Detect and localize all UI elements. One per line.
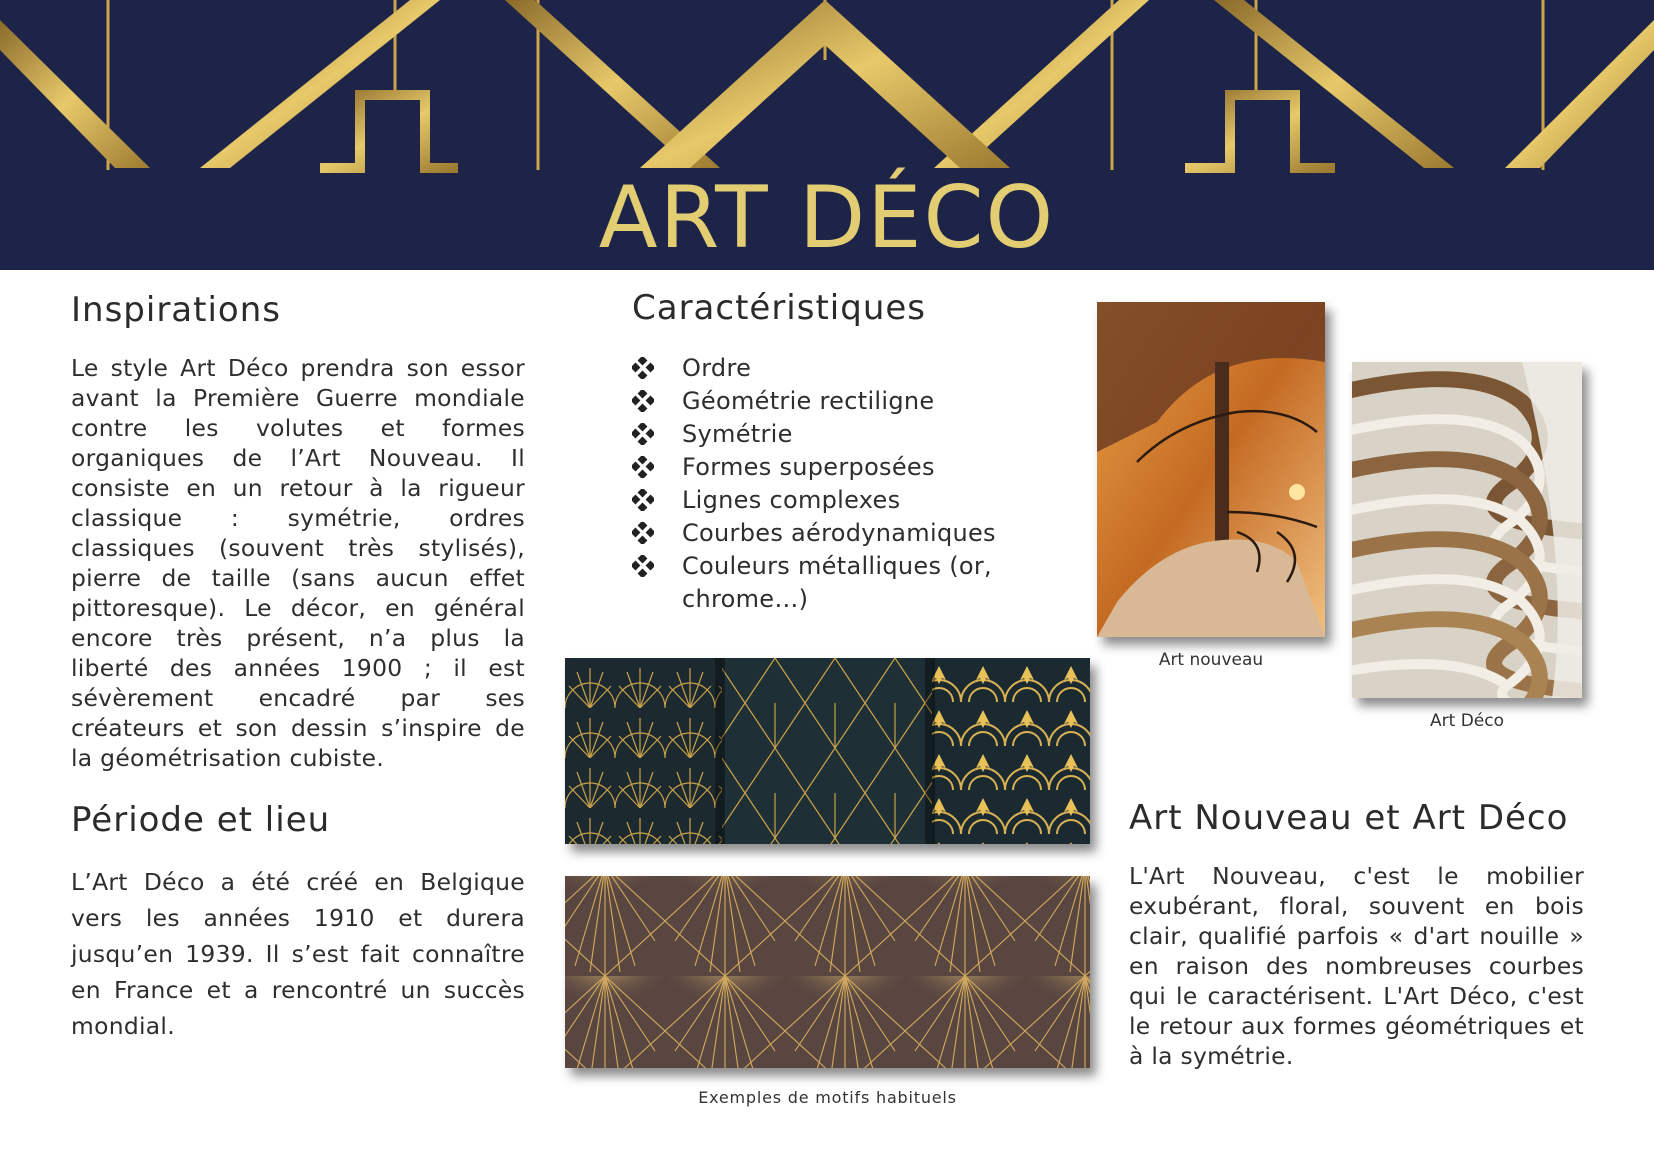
list-item <box>632 517 1052 550</box>
header-banner <box>0 0 1654 270</box>
list-item <box>632 451 1052 484</box>
periode-text: L’Art Déco a été créé en Belgique vers les années 1910 et durera jusqu’en 1939. Il s’est fait connaître en France et a rencontré un succès mondial. <box>71 868 525 1040</box>
diamond-bullet-icon <box>632 357 654 379</box>
list-item-label: Lignes complexes <box>682 486 901 514</box>
list-item-label: Symétrie <box>682 420 793 448</box>
periode-heading: Période et lieu <box>71 800 331 840</box>
inspirations-heading: Inspirations <box>71 290 281 330</box>
motif-pattern-image-top <box>565 658 1090 844</box>
diamond-bullet-icon <box>632 390 654 412</box>
list-item-label: Courbes aérodynamiques <box>682 519 996 547</box>
art-deco-staircase-image <box>1352 362 1582 698</box>
inspirations-text: Le style Art Déco prendra son essor avant la Première Guerre mondiale contre les volutes et formes organiques de l’Art Nouveau. Il consiste en un retour à la rigueur classique : symétrie, ordres classiques (souvent très stylisés), pierre de taille (sans aucun effet pittoresque). Le décor, en général encore très présent, n’a plus la liberté des années 1900 ; il est sévèrement encadré par ses créateurs et son dessin s’inspire de la géométrisation cubiste. <box>71 354 525 772</box>
diamond-bullet-icon <box>632 423 654 445</box>
list-item-label: Ordre <box>682 354 752 382</box>
art-nouveau-staircase-image <box>1097 302 1325 637</box>
diamond-bullet-icon <box>632 522 654 544</box>
caracteristiques-list <box>632 352 1052 616</box>
list-item <box>632 550 1052 616</box>
list-item <box>632 385 1052 418</box>
motif-pattern-image-bottom <box>565 876 1090 1068</box>
diamond-bullet-icon <box>632 555 654 577</box>
list-item-label: Formes superposées <box>682 453 935 481</box>
comparaison-heading: Art Nouveau et Art Déco <box>1129 798 1569 838</box>
list-item-label: Couleurs métalliques (or, chrome…) <box>682 552 992 613</box>
list-item <box>632 484 1052 517</box>
motifs-caption: Exemples de motifs habituels <box>698 1088 957 1107</box>
list-item <box>632 418 1052 451</box>
caracteristiques-heading: Caractéristiques <box>632 288 927 328</box>
list-item-label: Géométrie rectiligne <box>682 387 935 415</box>
diamond-bullet-icon <box>632 456 654 478</box>
list-item <box>632 352 1052 385</box>
art-nouveau-caption: Art nouveau <box>1158 650 1264 670</box>
comparaison-text: L'Art Nouveau, c'est le mobilier exubérant, floral, souvent en bois clair, qualifié parfois « d'art nouille » en raison des nombreuses courbes qui le caractérisent. L'Art Déco, c'est le retour aux formes géométriques et à la symétrie. <box>1129 862 1584 1070</box>
page-title: ART DÉCO <box>598 168 1056 268</box>
diamond-bullet-icon <box>632 489 654 511</box>
art-deco-caption: Art Déco <box>1430 711 1504 731</box>
